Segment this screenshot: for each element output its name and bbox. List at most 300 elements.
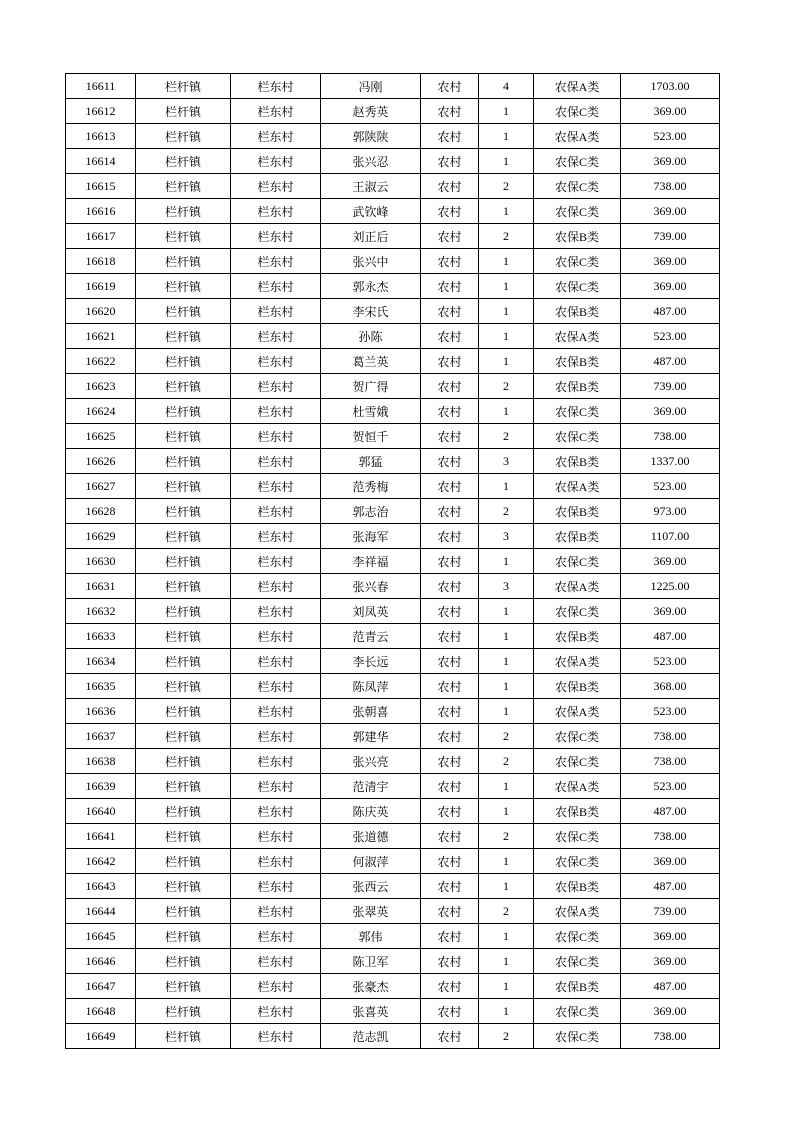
table-cell-count: 2: [479, 499, 534, 524]
table-cell-amount: 369.00: [621, 274, 720, 299]
table-cell-count: 1: [479, 849, 534, 874]
table-cell-town: 栏杆镇: [136, 1024, 231, 1049]
table-cell-id: 16612: [66, 99, 136, 124]
table-row: [66, 1024, 720, 1049]
table-cell-amount: 368.00: [621, 674, 720, 699]
table-cell-town: 栏杆镇: [136, 274, 231, 299]
table-cell-category: 农保B类: [534, 974, 621, 999]
table-row: [66, 874, 720, 899]
table-cell-town: 栏杆镇: [136, 649, 231, 674]
table-cell-type: 农村: [421, 624, 479, 649]
table-cell-village: 栏东村: [231, 699, 321, 724]
table-cell-name: 张兴亮: [321, 749, 421, 774]
table-cell-id: 16636: [66, 699, 136, 724]
table-cell-town: 栏杆镇: [136, 399, 231, 424]
table-row: [66, 649, 720, 674]
table-cell-village: 栏东村: [231, 899, 321, 924]
table-cell-village: 栏东村: [231, 974, 321, 999]
table-cell-name: 李长远: [321, 649, 421, 674]
table-cell-village: 栏东村: [231, 474, 321, 499]
table-cell-id: 16618: [66, 249, 136, 274]
table-cell-id: 16642: [66, 849, 136, 874]
table-cell-amount: 738.00: [621, 174, 720, 199]
table-cell-id: 16647: [66, 974, 136, 999]
table-cell-count: 1: [479, 199, 534, 224]
table-cell-count: 1: [479, 874, 534, 899]
table-cell-village: 栏东村: [231, 499, 321, 524]
table-cell-name: 贺广得: [321, 374, 421, 399]
table-cell-name: 郭猛: [321, 449, 421, 474]
table-row: [66, 524, 720, 549]
table-cell-count: 3: [479, 449, 534, 474]
table-cell-category: 农保C类: [534, 399, 621, 424]
table-cell-count: 3: [479, 524, 534, 549]
table-cell-amount: 523.00: [621, 124, 720, 149]
table-cell-category: 农保A类: [534, 899, 621, 924]
table-cell-count: 1: [479, 474, 534, 499]
table-row: [66, 924, 720, 949]
table-cell-category: 农保B类: [534, 449, 621, 474]
table-cell-amount: 738.00: [621, 749, 720, 774]
table-cell-type: 农村: [421, 524, 479, 549]
table-row: [66, 599, 720, 624]
table-cell-type: 农村: [421, 949, 479, 974]
table-cell-amount: 369.00: [621, 549, 720, 574]
table-cell-amount: 523.00: [621, 474, 720, 499]
table-cell-category: 农保B类: [534, 799, 621, 824]
table-cell-village: 栏东村: [231, 99, 321, 124]
table-cell-name: 陈凤萍: [321, 674, 421, 699]
table-cell-category: 农保A类: [534, 124, 621, 149]
table-cell-amount: 487.00: [621, 974, 720, 999]
table-cell-name: 郭志治: [321, 499, 421, 524]
table-cell-type: 农村: [421, 874, 479, 899]
table-row: [66, 824, 720, 849]
table-body: [66, 74, 720, 1049]
table-row: [66, 99, 720, 124]
table-cell-type: 农村: [421, 149, 479, 174]
table-row: [66, 374, 720, 399]
table-cell-village: 栏东村: [231, 424, 321, 449]
table-cell-town: 栏杆镇: [136, 349, 231, 374]
table-cell-town: 栏杆镇: [136, 974, 231, 999]
table-row: [66, 349, 720, 374]
table-cell-name: 陈庆英: [321, 799, 421, 824]
table-cell-id: 16632: [66, 599, 136, 624]
table-cell-count: 1: [479, 974, 534, 999]
table-cell-name: 范清宇: [321, 774, 421, 799]
table-cell-village: 栏东村: [231, 324, 321, 349]
table-cell-amount: 369.00: [621, 99, 720, 124]
table-cell-category: 农保C类: [534, 949, 621, 974]
table-cell-type: 农村: [421, 699, 479, 724]
table-row: [66, 724, 720, 749]
table-cell-id: 16625: [66, 424, 136, 449]
table-cell-town: 栏杆镇: [136, 774, 231, 799]
table-cell-type: 农村: [421, 274, 479, 299]
table-cell-town: 栏杆镇: [136, 824, 231, 849]
table-cell-type: 农村: [421, 324, 479, 349]
table-cell-amount: 369.00: [621, 924, 720, 949]
table-cell-town: 栏杆镇: [136, 199, 231, 224]
table-cell-id: 16619: [66, 274, 136, 299]
table-cell-id: 16628: [66, 499, 136, 524]
table-row: [66, 949, 720, 974]
table-cell-amount: 369.00: [621, 949, 720, 974]
table-cell-amount: 369.00: [621, 399, 720, 424]
table-row: [66, 449, 720, 474]
table-cell-count: 1: [479, 274, 534, 299]
table-cell-id: 16637: [66, 724, 136, 749]
table-cell-id: 16634: [66, 649, 136, 674]
table-cell-village: 栏东村: [231, 999, 321, 1024]
table-cell-amount: 739.00: [621, 899, 720, 924]
table-cell-type: 农村: [421, 849, 479, 874]
table-cell-category: 农保B类: [534, 524, 621, 549]
table-cell-type: 农村: [421, 674, 479, 699]
table-cell-count: 2: [479, 374, 534, 399]
table-cell-type: 农村: [421, 724, 479, 749]
table-cell-town: 栏杆镇: [136, 724, 231, 749]
table-cell-town: 栏杆镇: [136, 149, 231, 174]
table-cell-count: 1: [479, 124, 534, 149]
table-cell-amount: 487.00: [621, 299, 720, 324]
table-cell-id: 16613: [66, 124, 136, 149]
table-cell-count: 1: [479, 99, 534, 124]
table-cell-amount: 487.00: [621, 349, 720, 374]
table-cell-name: 范志凯: [321, 1024, 421, 1049]
table-cell-name: 范秀梅: [321, 474, 421, 499]
table-cell-village: 栏东村: [231, 849, 321, 874]
table-cell-village: 栏东村: [231, 924, 321, 949]
table-cell-name: 孙陈: [321, 324, 421, 349]
table-cell-id: 16629: [66, 524, 136, 549]
table-cell-amount: 1337.00: [621, 449, 720, 474]
table-cell-amount: 738.00: [621, 1024, 720, 1049]
table-cell-count: 2: [479, 174, 534, 199]
table-cell-village: 栏东村: [231, 574, 321, 599]
table-cell-id: 16611: [66, 74, 136, 99]
table-cell-amount: 523.00: [621, 699, 720, 724]
table-cell-town: 栏杆镇: [136, 674, 231, 699]
table-cell-count: 1: [479, 699, 534, 724]
table-cell-count: 2: [479, 724, 534, 749]
table-cell-count: 3: [479, 574, 534, 599]
table-cell-type: 农村: [421, 974, 479, 999]
table-cell-amount: 739.00: [621, 374, 720, 399]
table-cell-id: 16627: [66, 474, 136, 499]
table-cell-village: 栏东村: [231, 224, 321, 249]
table-cell-name: 李祥福: [321, 549, 421, 574]
table-cell-town: 栏杆镇: [136, 549, 231, 574]
table-cell-town: 栏杆镇: [136, 874, 231, 899]
table-cell-category: 农保C类: [534, 549, 621, 574]
table-cell-amount: 369.00: [621, 149, 720, 174]
table-cell-amount: 1225.00: [621, 574, 720, 599]
table-cell-name: 张翠英: [321, 899, 421, 924]
table-row: [66, 324, 720, 349]
table-cell-town: 栏杆镇: [136, 474, 231, 499]
table-cell-name: 张西云: [321, 874, 421, 899]
table-cell-category: 农保C类: [534, 99, 621, 124]
table-cell-id: 16643: [66, 874, 136, 899]
table-cell-amount: 487.00: [621, 624, 720, 649]
table-cell-amount: 738.00: [621, 824, 720, 849]
table-cell-name: 何淑萍: [321, 849, 421, 874]
table-cell-id: 16644: [66, 899, 136, 924]
table-cell-village: 栏东村: [231, 724, 321, 749]
table-row: [66, 749, 720, 774]
table-cell-category: 农保C类: [534, 424, 621, 449]
table-cell-amount: 523.00: [621, 774, 720, 799]
table-row: [66, 274, 720, 299]
table-cell-village: 栏东村: [231, 374, 321, 399]
table-row: [66, 199, 720, 224]
table-cell-village: 栏东村: [231, 349, 321, 374]
table-cell-name: 郭建华: [321, 724, 421, 749]
table-cell-village: 栏东村: [231, 174, 321, 199]
table-cell-type: 农村: [421, 574, 479, 599]
table-cell-category: 农保A类: [534, 574, 621, 599]
table-cell-id: 16614: [66, 149, 136, 174]
table-cell-type: 农村: [421, 649, 479, 674]
table-cell-id: 16620: [66, 299, 136, 324]
table-cell-count: 2: [479, 899, 534, 924]
table-cell-category: 农保C类: [534, 1024, 621, 1049]
table-cell-amount: 738.00: [621, 724, 720, 749]
table-cell-category: 农保C类: [534, 724, 621, 749]
table-cell-amount: 523.00: [621, 649, 720, 674]
table-cell-category: 农保A类: [534, 649, 621, 674]
table-cell-category: 农保C类: [534, 599, 621, 624]
table-cell-village: 栏东村: [231, 299, 321, 324]
table-cell-type: 农村: [421, 349, 479, 374]
table-cell-category: 农保A类: [534, 74, 621, 99]
table-cell-town: 栏杆镇: [136, 174, 231, 199]
table-cell-id: 16631: [66, 574, 136, 599]
table-cell-town: 栏杆镇: [136, 574, 231, 599]
benefit-table: [65, 73, 720, 1049]
table-cell-town: 栏杆镇: [136, 624, 231, 649]
table-cell-village: 栏东村: [231, 649, 321, 674]
table-cell-count: 1: [479, 624, 534, 649]
table-cell-id: 16624: [66, 399, 136, 424]
table-cell-village: 栏东村: [231, 1024, 321, 1049]
table-cell-id: 16623: [66, 374, 136, 399]
table-cell-amount: 1703.00: [621, 74, 720, 99]
table-cell-amount: 369.00: [621, 599, 720, 624]
table-cell-village: 栏东村: [231, 874, 321, 899]
table-cell-town: 栏杆镇: [136, 899, 231, 924]
table-cell-id: 16621: [66, 324, 136, 349]
table-cell-village: 栏东村: [231, 824, 321, 849]
table-cell-type: 农村: [421, 774, 479, 799]
table-cell-amount: 973.00: [621, 499, 720, 524]
table-row: [66, 674, 720, 699]
table-cell-type: 农村: [421, 899, 479, 924]
table-row: [66, 299, 720, 324]
table-row: [66, 224, 720, 249]
table-cell-category: 农保B类: [534, 624, 621, 649]
table-cell-name: 冯刚: [321, 74, 421, 99]
table-cell-amount: 739.00: [621, 224, 720, 249]
table-row: [66, 399, 720, 424]
table-cell-id: 16641: [66, 824, 136, 849]
table-row: [66, 799, 720, 824]
table-cell-type: 农村: [421, 424, 479, 449]
table-cell-category: 农保C类: [534, 924, 621, 949]
table-cell-count: 1: [479, 349, 534, 374]
table-cell-id: 16640: [66, 799, 136, 824]
table-cell-village: 栏东村: [231, 549, 321, 574]
table-cell-type: 农村: [421, 924, 479, 949]
table-cell-category: 农保B类: [534, 374, 621, 399]
table-cell-town: 栏杆镇: [136, 299, 231, 324]
table-cell-name: 贺恒千: [321, 424, 421, 449]
table-cell-village: 栏东村: [231, 274, 321, 299]
table-cell-count: 1: [479, 674, 534, 699]
table-row: [66, 549, 720, 574]
table-cell-type: 农村: [421, 299, 479, 324]
table-cell-type: 农村: [421, 174, 479, 199]
table-row: [66, 974, 720, 999]
table-cell-town: 栏杆镇: [136, 799, 231, 824]
table-row: [66, 849, 720, 874]
table-cell-count: 1: [479, 799, 534, 824]
table-cell-count: 1: [479, 149, 534, 174]
table-cell-name: 陈卫军: [321, 949, 421, 974]
table-cell-count: 1: [479, 299, 534, 324]
table-cell-id: 16630: [66, 549, 136, 574]
table-cell-category: 农保C类: [534, 149, 621, 174]
table-cell-name: 范青云: [321, 624, 421, 649]
table-cell-village: 栏东村: [231, 399, 321, 424]
table-cell-amount: 369.00: [621, 249, 720, 274]
table-cell-type: 农村: [421, 74, 479, 99]
table-cell-town: 栏杆镇: [136, 949, 231, 974]
table-cell-id: 16648: [66, 999, 136, 1024]
table-cell-count: 1: [479, 999, 534, 1024]
table-cell-category: 农保C类: [534, 274, 621, 299]
table-cell-category: 农保A类: [534, 774, 621, 799]
table-cell-name: 张喜英: [321, 999, 421, 1024]
table-cell-name: 郭陕陕: [321, 124, 421, 149]
table-cell-town: 栏杆镇: [136, 599, 231, 624]
table-cell-count: 1: [479, 399, 534, 424]
table-cell-village: 栏东村: [231, 199, 321, 224]
table-cell-village: 栏东村: [231, 674, 321, 699]
table-cell-count: 1: [479, 924, 534, 949]
table-cell-id: 16616: [66, 199, 136, 224]
table-cell-village: 栏东村: [231, 624, 321, 649]
table-cell-name: 张兴春: [321, 574, 421, 599]
table-cell-category: 农保B类: [534, 224, 621, 249]
table-cell-count: 2: [479, 424, 534, 449]
table-row: [66, 124, 720, 149]
table-cell-category: 农保B类: [534, 874, 621, 899]
table-cell-category: 农保C类: [534, 749, 621, 774]
table-cell-town: 栏杆镇: [136, 224, 231, 249]
table-cell-id: 16633: [66, 624, 136, 649]
table-cell-id: 16635: [66, 674, 136, 699]
table-cell-type: 农村: [421, 399, 479, 424]
table-cell-name: 王淑云: [321, 174, 421, 199]
table-cell-name: 郭永杰: [321, 274, 421, 299]
table-cell-id: 16646: [66, 949, 136, 974]
table-cell-amount: 738.00: [621, 424, 720, 449]
table-cell-type: 农村: [421, 499, 479, 524]
table-cell-name: 张兴中: [321, 249, 421, 274]
table-cell-type: 农村: [421, 599, 479, 624]
table-cell-category: 农保A类: [534, 324, 621, 349]
table-row: [66, 499, 720, 524]
table-cell-village: 栏东村: [231, 949, 321, 974]
table-cell-type: 农村: [421, 1024, 479, 1049]
table-cell-town: 栏杆镇: [136, 849, 231, 874]
table-cell-id: 16639: [66, 774, 136, 799]
table-cell-name: 张兴忍: [321, 149, 421, 174]
table-cell-town: 栏杆镇: [136, 74, 231, 99]
table-row: [66, 774, 720, 799]
table-cell-town: 栏杆镇: [136, 749, 231, 774]
table-cell-category: 农保B类: [534, 674, 621, 699]
table-cell-type: 农村: [421, 99, 479, 124]
table-cell-name: 武钦峰: [321, 199, 421, 224]
table-cell-village: 栏东村: [231, 799, 321, 824]
table-row: [66, 474, 720, 499]
table-cell-town: 栏杆镇: [136, 374, 231, 399]
table-cell-count: 2: [479, 824, 534, 849]
table-cell-town: 栏杆镇: [136, 699, 231, 724]
table-row: [66, 249, 720, 274]
table-cell-name: 刘凤英: [321, 599, 421, 624]
table-cell-village: 栏东村: [231, 74, 321, 99]
table-cell-name: 郭伟: [321, 924, 421, 949]
table-cell-count: 1: [479, 599, 534, 624]
table-cell-category: 农保C类: [534, 849, 621, 874]
table-cell-town: 栏杆镇: [136, 499, 231, 524]
table-cell-type: 农村: [421, 124, 479, 149]
table-row: [66, 574, 720, 599]
table-cell-type: 农村: [421, 199, 479, 224]
table-row: [66, 424, 720, 449]
table-cell-category: 农保A类: [534, 474, 621, 499]
table-cell-type: 农村: [421, 374, 479, 399]
table-cell-name: 葛兰英: [321, 349, 421, 374]
table-cell-town: 栏杆镇: [136, 249, 231, 274]
table-cell-name: 杜雪娥: [321, 399, 421, 424]
table-cell-type: 农村: [421, 549, 479, 574]
table-cell-village: 栏东村: [231, 449, 321, 474]
table-cell-village: 栏东村: [231, 249, 321, 274]
table-cell-category: 农保B类: [534, 299, 621, 324]
table-cell-town: 栏杆镇: [136, 424, 231, 449]
table-cell-village: 栏东村: [231, 599, 321, 624]
table-row: [66, 624, 720, 649]
table-cell-name: 张朝喜: [321, 699, 421, 724]
table-cell-type: 农村: [421, 999, 479, 1024]
table-cell-id: 16638: [66, 749, 136, 774]
table-cell-village: 栏东村: [231, 749, 321, 774]
table-cell-count: 1: [479, 324, 534, 349]
table-cell-id: 16622: [66, 349, 136, 374]
table-cell-amount: 369.00: [621, 999, 720, 1024]
table-cell-name: 赵秀英: [321, 99, 421, 124]
table-cell-type: 农村: [421, 799, 479, 824]
table-cell-count: 1: [479, 249, 534, 274]
table-cell-count: 1: [479, 949, 534, 974]
table-cell-count: 4: [479, 74, 534, 99]
